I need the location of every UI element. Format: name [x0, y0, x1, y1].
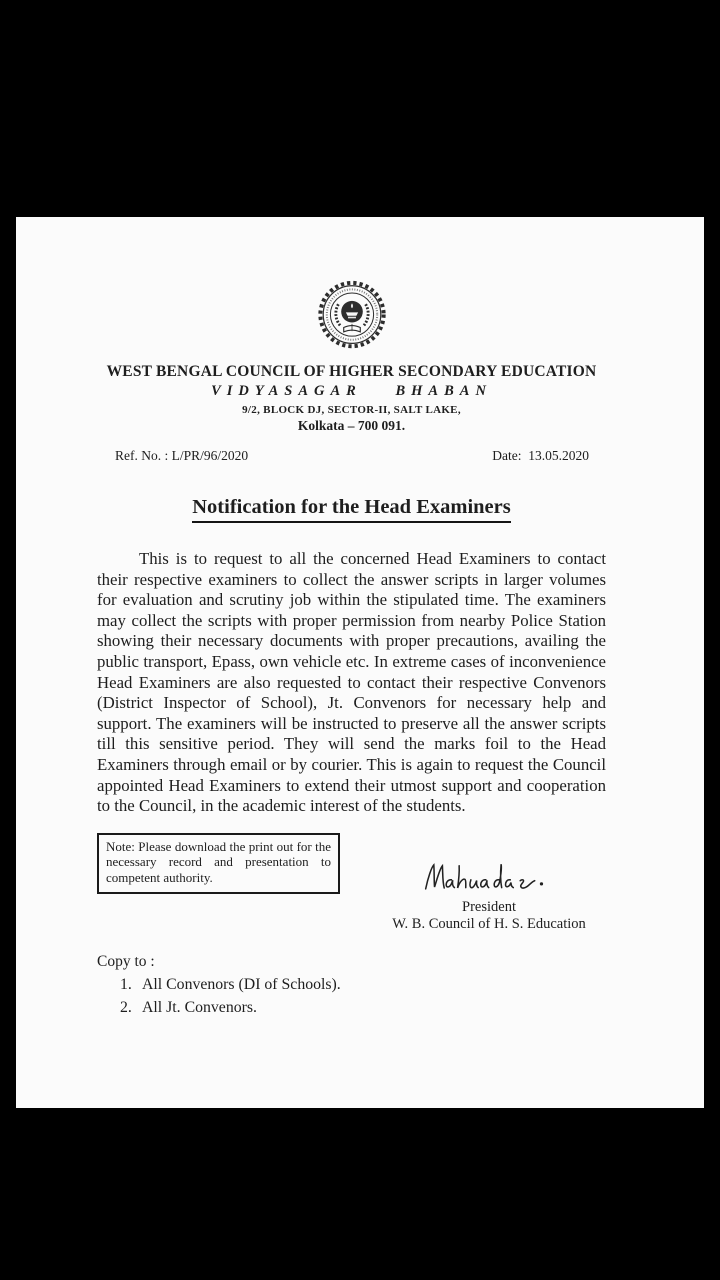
signatory-org: W. B. Council of H. S. Education — [392, 915, 586, 932]
address-line: 9/2, BLOCK DJ, SECTOR-II, SALT LAKE, — [242, 404, 461, 416]
copy-to-item-number: 2. — [120, 998, 132, 1016]
note-signature-row — [97, 833, 606, 933]
copy-to-item-text: All Convenors (DI of Schools). — [142, 975, 341, 993]
council-emblem-icon — [313, 280, 391, 352]
letterhead — [97, 280, 606, 434]
copy-to-section — [97, 953, 606, 1017]
body-paragraph: This is to request to all the concerned Head Examiners to contact their respective examiners to collect the answer scripts in larger volumes for evaluation and scrutiny job within the stipulated time. The examiners may collect the scripts with proper permission from nearby Police Station showing their necessary documents with proper precautions, availing the public transport, Epass, own vehicle etc. In extreme cases of inconvenience Head Examiners are also requested to contact their respective Convenors (District Inspector of School), Jt. Convenors for necessary help and support. The examiners will be instructed to preserve all the answer scripts till this sensitive period. They will send the marks foil to the Head Examiners through email or by courier. This is again to request the Council appointed Head Examiners to extend their utmost support and cooperation to the Council, in the academic interest of the students. — [97, 549, 606, 816]
ref-no: Ref. No. : L/PR/96/2020 — [115, 448, 249, 463]
copy-to-item — [120, 976, 606, 994]
document-page — [16, 217, 704, 1108]
page-content — [16, 217, 704, 1017]
copy-to-item-number: 1. — [120, 975, 132, 993]
city-line: Kolkata – 700 091. — [297, 418, 406, 433]
notice-title — [97, 496, 606, 523]
signatory-title: President — [462, 898, 516, 915]
copy-to-item — [120, 999, 606, 1017]
copy-to-item-text: All Jt. Convenors. — [142, 998, 257, 1016]
copy-to-label: Copy to : — [97, 952, 155, 970]
building-name: VIDYASAGAR BHABAN — [211, 383, 492, 399]
date: Date: 13.05.2020 — [492, 448, 589, 463]
ref-date-row — [97, 448, 606, 464]
org-name: WEST BENGAL COUNCIL OF HIGHER SECONDARY EDUCATION — [106, 363, 597, 380]
copy-to-list — [97, 976, 606, 1017]
signature-block — [372, 833, 606, 933]
note-box: Note: Please download the print out for the necessary record and presentation to competent authority. — [97, 833, 340, 894]
notice-title-text: Notification for the Head Examiners — [192, 496, 510, 523]
signature-handwriting-icon — [418, 859, 560, 897]
